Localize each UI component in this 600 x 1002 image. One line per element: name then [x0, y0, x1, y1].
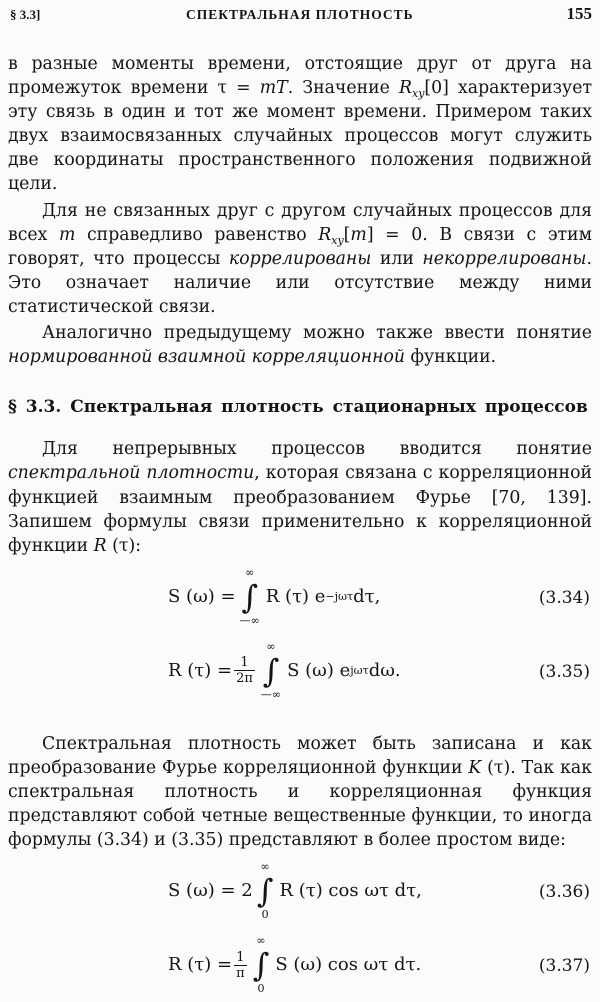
page-number: 155 — [566, 4, 592, 23]
equation-3-34: S (ω) = ∞ ∫ —∞ R (τ) e −jωτ dτ, (3.34) — [168, 565, 590, 627]
paragraph-2: Для не связанных друг с другом случайных процессов для всех m справедливо равенство $R_{xy}[m] = 0$. В связи с этим говорят, что процессы коррелированы или некоррелированы. Это означает наличие или отсутствие между ними статистической связи. — [8, 200, 593, 317]
equation-3-37: R (τ) = $\frac{1}{\pi}$ ∞ ∫ 0 S (ω) cos ωτ dτ. (3.37) — [168, 934, 590, 996]
fraction: $\frac{1}{2\pi}$ — [236, 655, 253, 687]
equation-number: (3.36) — [538, 882, 590, 903]
page-body — [8, 52, 592, 1002]
equation-3-36: S (ω) = 2 ∞ ∫ 0 R (τ) cos ωτ dτ, (3.36) — [168, 860, 590, 922]
header-section: § 3.3] — [10, 7, 41, 22]
paragraph-3: Аналогично предыдущему можно также ввести понятие нормированной взаимной корреляционной функции. — [8, 323, 592, 368]
header-title: СПЕКТРАЛЬНАЯ ПЛОТНОСТЬ — [186, 7, 414, 22]
paragraph-5: Спектральная плотность может быть записана и как преобразование Фурье корреляционной функции K (τ). Так как спектральная плотность и корреляционная функция представляют собой четные вещественные функции, то иногда формулы (3.34) и (3.35) представляют в более простом виде: — [8, 733, 592, 851]
running-header — [8, 4, 592, 26]
paragraph-4: Для непрерывных процессов вводится понятие спектральной плотности, которая связана с корреляционной функцией взаимным преобразованием Фурье [70, 139]. Запишем формулы связи применительно к корреляционной функции R (τ): — [8, 439, 592, 556]
equation-number: (3.34) — [538, 587, 590, 608]
section-heading: § 3.3. Спектральная плотность стационарных процессов — [8, 397, 588, 418]
equation-3-35: R (τ) = $\frac{1}{2\pi}$ ∞ ∫ —∞ S (ω) e jωτ dω. (3.35) — [168, 639, 590, 701]
integral-sign: ∞ ∫ —∞ — [260, 639, 282, 701]
equation-number: (3.37) — [538, 956, 590, 977]
integral-sign: ∞ ∫ —∞ — [239, 565, 260, 627]
integral-sign: ∞ ∫ 0 — [252, 934, 270, 996]
fraction: $\frac{1}{\pi}$ — [236, 949, 245, 981]
paragraph-1: в разные моменты времени, отстоящие друг от друга на промежуток времени τ = mT. Значение $R_{xy}[0]$ характеризует эту связь в один и тот же момент времени. Примером таких двух взаимосвязанных случайных процессов могут служить две координаты пространственного положения подвижной цели. — [8, 54, 592, 195]
equation-number: (3.35) — [538, 661, 590, 682]
integral-sign: ∞ ∫ 0 — [256, 860, 274, 922]
